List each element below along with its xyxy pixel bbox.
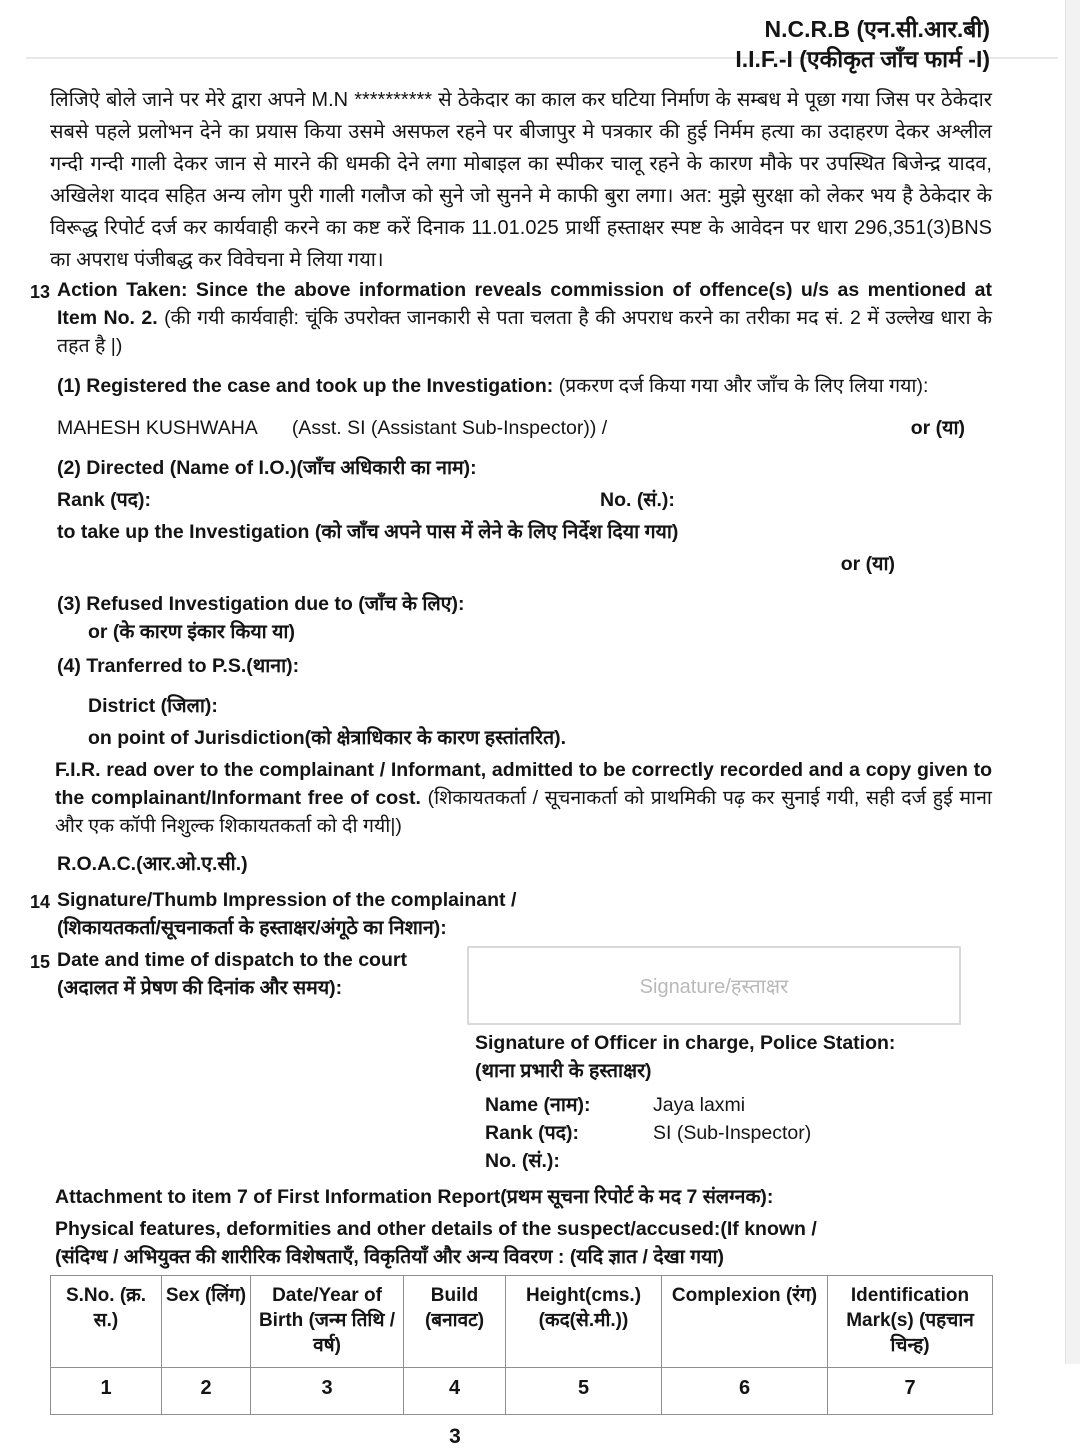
jurisdiction-label: on point of Jurisdiction — [88, 727, 305, 749]
rank-label: Rank (पद): — [57, 489, 152, 511]
refused-or-line — [88, 618, 992, 646]
officer-name-row — [485, 1091, 1080, 1119]
item-15-hindi: (अदालत में प्रेषण की दिनांक और समय): — [57, 977, 343, 999]
take-up-heading: to take up the Investigation — [57, 521, 310, 543]
document-header — [0, 0, 1080, 74]
or-label-1: or (या) — [910, 417, 965, 439]
officer-name-label: Name (नाम): — [485, 1094, 591, 1116]
item-15-heading: Date and time of dispatch to the court — [57, 949, 407, 971]
officer-no-label: No. (सं.): — [485, 1150, 560, 1172]
item-14-signature-complainant — [30, 886, 992, 942]
officer-signature-block — [475, 1029, 1080, 1175]
col-sno: S.No. (क्र. स.) — [51, 1276, 162, 1368]
attachment-line1: Attachment to item 7 of First Information Report — [55, 1186, 501, 1208]
item-14-heading: Signature/Thumb Impression of the complainant / — [57, 889, 517, 911]
col-build: Build (बनावट) — [404, 1276, 506, 1368]
officer-no-row — [485, 1147, 1080, 1175]
officer-rank-label: Rank (पद): — [485, 1122, 580, 1144]
officer-rank-value: SI (Sub-Inspector) — [653, 1122, 812, 1144]
take-up-line — [57, 518, 992, 546]
header-iif: I.I.F.-I (एकीकृत जाँच फार्म -I) — [735, 46, 990, 72]
registered-case-heading: (1) Registered the case and took up the Investigation: — [57, 375, 554, 397]
cell-7: 7 — [828, 1368, 993, 1415]
investigating-officer-row — [57, 414, 965, 442]
jurisdiction-hindi: (को क्षेत्राधिकार के कारण हस्तांतरित). — [304, 727, 567, 749]
officer-signature-title: Signature of Officer in charge, Police Station: — [475, 1032, 896, 1054]
district-hindi: (जिला): — [160, 695, 218, 717]
item-14-number: 14 — [30, 892, 51, 912]
transferred-heading: (4) Tranferred to P.S. — [57, 655, 247, 677]
registered-case-hindi: (प्रकरण दर्ज किया गया और जाँच के लिए लिया गया): — [558, 375, 929, 397]
item-15-dispatch — [30, 946, 467, 1002]
no-label: No. (सं.): — [600, 489, 675, 511]
col-height: Height(cms.) (कद(से.मी.)) — [506, 1276, 662, 1368]
item-13-number: 13 — [30, 282, 51, 302]
physical-features-heading — [55, 1215, 1020, 1271]
jurisdiction-line — [88, 724, 992, 752]
transferred-hindi: (थाना): — [246, 655, 300, 677]
refused-or-en: or — [88, 621, 108, 643]
roac-line: R.O.A.C.(आर.ओ.ए.सी.) — [57, 853, 248, 875]
or-label-2: or (या) — [840, 553, 895, 575]
col-identification: Identification Mark(s) (पहचान चिन्ह) — [828, 1276, 993, 1368]
col-sex: Sex (लिंग) — [162, 1276, 251, 1368]
signature-field — [467, 946, 961, 1025]
transferred-line — [57, 652, 992, 680]
physical-features-line-hindi: (संदिग्ध / अभियुक्त की शारीरिक विशेषताएँ, विकृतियाँ और अन्य विवरण : (यदि ज्ञात / देखा गया) — [55, 1246, 724, 1268]
col-complexion: Complexion (रंग) — [662, 1276, 828, 1368]
refused-hindi: (जाँच के लिए): — [358, 593, 465, 615]
rank-no-row — [57, 486, 1080, 514]
fir-note-heading: F.I.R. read over to the complainant / Informant, admitted to be correctly recorded and a copy given to the complainant/Informant free of cost. — [55, 759, 992, 809]
action-taken-hindi: (की गयी कार्यवाही: चूंकि उपरोक्त जानकारी से पता चलता है की अपराध करने का तरीका मद सं. 2 में उल्लेख धारा के तहत है |) — [57, 307, 992, 357]
refused-heading: (3) Refused Investigation due to — [57, 593, 353, 615]
district-line — [88, 692, 992, 720]
item-14-hindi: (शिकायतकर्ता/सूचनाकर्ता के हस्ताक्षर/अंगूठे का निशान): — [57, 917, 447, 939]
action-taken-heading: Action Taken: Since the above information reveals commission of offence(s) u/s as mentioned at Item No. 2. — [57, 279, 992, 329]
take-up-hindi: (को जाँच अपने पास में लेने के लिए निर्देश दिया गया) — [314, 521, 679, 543]
item-13-action-taken — [30, 276, 992, 360]
fir-note-hindi: (शिकायतकर्ता / सूचनाकर्ता को प्राथमिकी पढ़ कर सुनाई गयी, सही दर्ज हुई माना और एक कॉपी निशुल्क शिकायतकर्ता को दी गयी|) — [55, 787, 992, 837]
cell-6: 6 — [662, 1368, 828, 1415]
refused-line — [57, 590, 992, 618]
directed-heading: (2) Directed (Name of I.O.) — [57, 457, 297, 479]
col-dob: Date/Year of Birth (जन्म तिथि / वर्ष) — [251, 1276, 404, 1368]
officer-name-value: Jaya laxmi — [653, 1094, 746, 1116]
cell-2: 2 — [162, 1368, 251, 1415]
district-label: District — [88, 695, 156, 717]
header-ncrb: N.C.R.B (एन.सी.आर.बी) — [764, 16, 990, 42]
officer-signature-title-hindi: (थाना प्रभारी के हस्ताक्षर) — [475, 1060, 652, 1082]
complaint-paragraph: लिजिऐ बोले जाने पर मेरे द्वारा अपने M.N ********** से ठेकेदार का काल कर घटिया निर्माण के सम्बध मे पूछा गया जिस पर ठेकेदार सबसे पहले प्रलोभन देने का प्रयास किया उसमे असफल रहने पर बीजापुर मे पत्रकार की हुई निर्मम हत्या का उदाहरण देकर अश्लील गन्दी गन्दी गाली देकर जान से मारने की धमकी देने लगा मोबाइल का स्पीकर चालू रहने के कारण मौके पर उपस्थित बिजेन्द्र यादव, अखिलेश यादव सहित अन्य लोग पुरी गाली गलौज को सुने जो सुनने मे काफी बुरा लगा। अत: मुझे सुरक्षा को लेकर भय है ठेकेदार के विरूद्ध रिपोर्ट दर्ज कर कार्यवाही करने का कष्ट करें दिनाक 11.01.025 प्रार्थी हस्ताक्षर स्पष्ट के आवेदन पर धारा 296,351(3)BNS का अपराध पंजीबद्ध कर विवेचना मे लिया गया। — [50, 89, 992, 271]
suspect-details-table — [50, 1275, 993, 1415]
attachment-line1-hindi: (प्रथम सूचना रिपोर्ट के मद 7 संलग्नक): — [500, 1186, 774, 1208]
cell-3: 3 — [251, 1368, 404, 1415]
refused-or-hindi: (के कारण इंकार किया या) — [112, 621, 295, 643]
cell-1: 1 — [51, 1368, 162, 1415]
officer-rank-row — [485, 1119, 1080, 1147]
registered-case-line — [57, 372, 992, 400]
attachment-heading — [55, 1183, 1020, 1211]
cell-4: 4 — [404, 1368, 506, 1415]
dispatch-and-signature-area — [0, 946, 1080, 1025]
table-number-row — [51, 1368, 993, 1415]
signature-placeholder: Signature/हस्ताक्षर — [639, 976, 789, 998]
physical-features-line-en: Physical features, deformities and other details of the suspect/accused:(If known / — [55, 1218, 817, 1240]
page-number: 3 — [449, 1425, 461, 1448]
officer-name: MAHESH KUSHWAHA — [57, 417, 258, 439]
directed-hindi: (जाँच अधिकारी का नाम): — [296, 457, 477, 479]
page-right-edge — [1065, 0, 1080, 1364]
officer-rank: (Asst. SI (Assistant Sub-Inspector)) / — [291, 417, 608, 439]
directed-line — [57, 454, 992, 482]
fir-read-over-note — [55, 756, 992, 840]
table-header-row — [51, 1276, 993, 1368]
item-15-number: 15 — [30, 952, 51, 972]
cell-5: 5 — [506, 1368, 662, 1415]
